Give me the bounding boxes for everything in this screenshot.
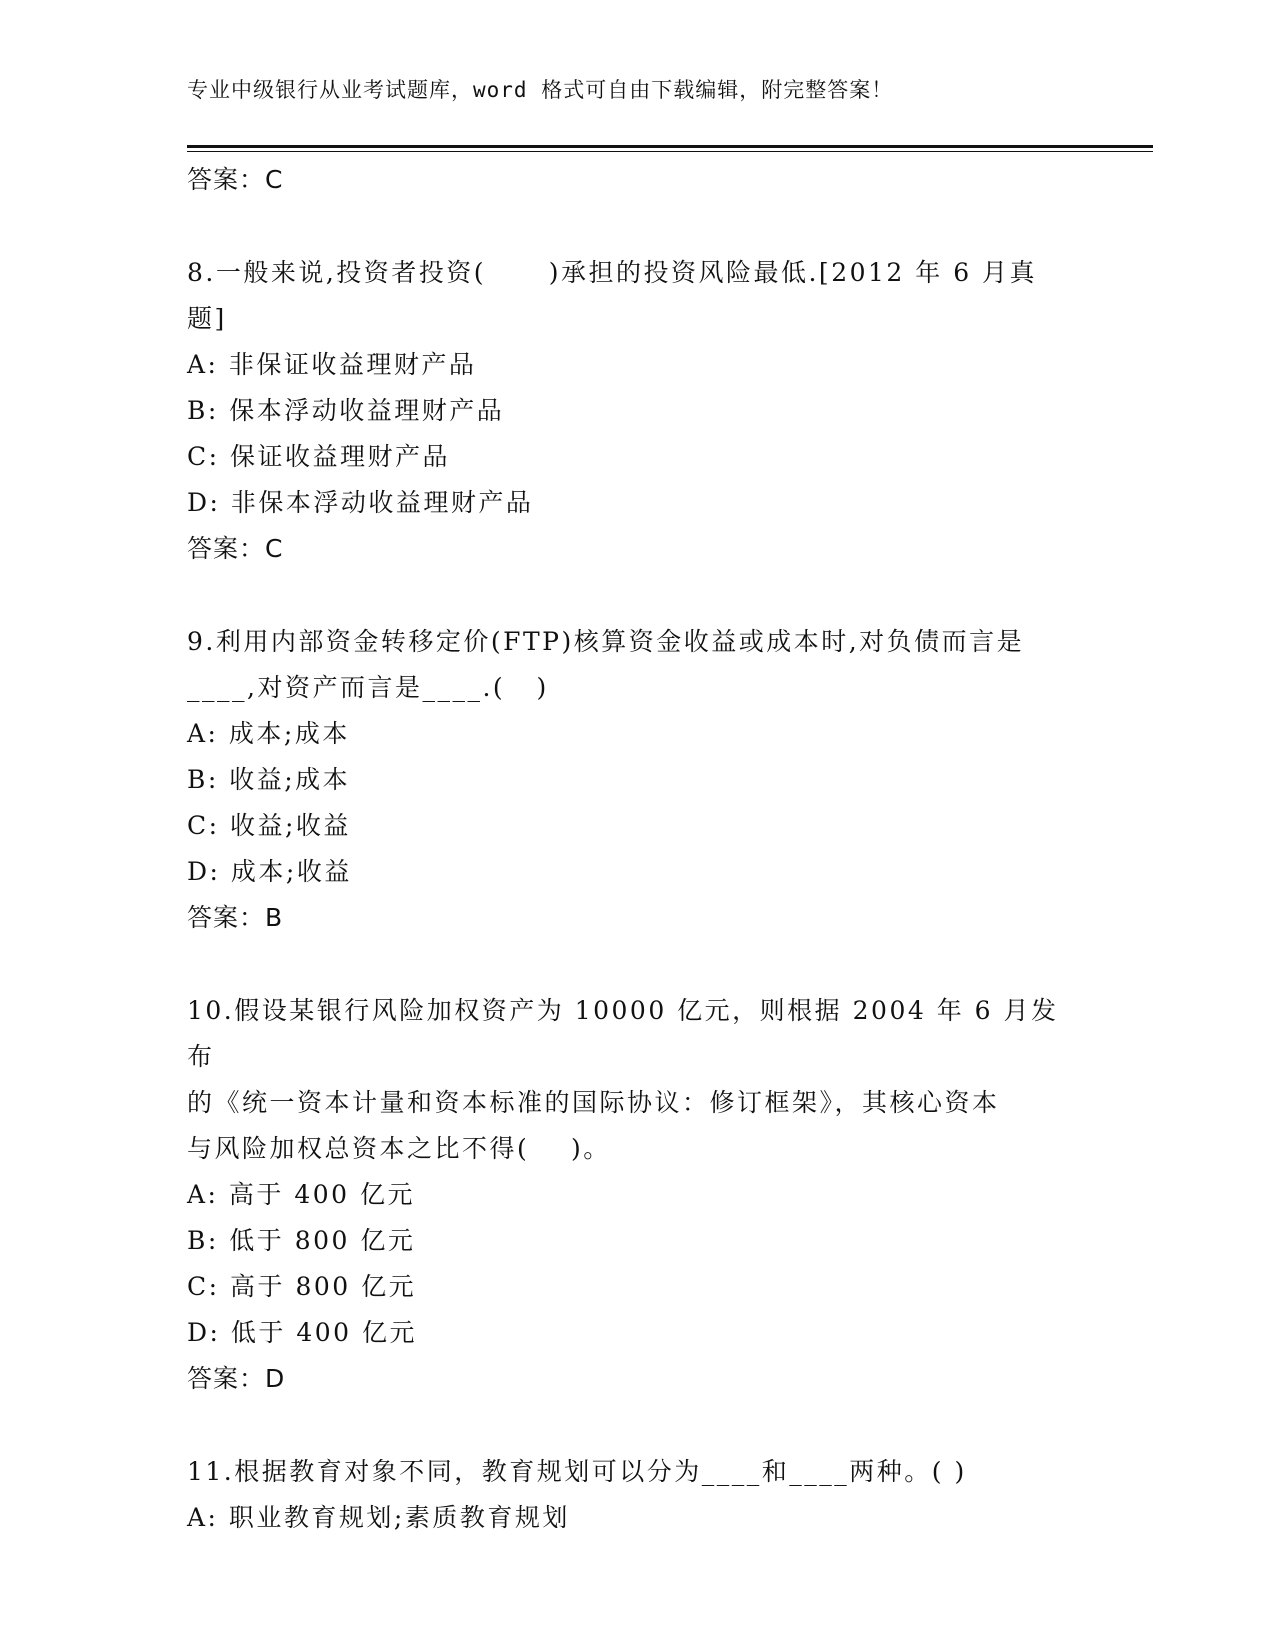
document-body xyxy=(187,157,1077,1541)
option-a: A: 高于 400 亿元 xyxy=(187,1180,416,1209)
option-b: B: 低于 800 亿元 xyxy=(187,1226,416,1255)
option-c: C: 高于 800 亿元 xyxy=(187,1272,417,1301)
spacer xyxy=(187,941,1077,988)
question-block xyxy=(187,1449,1077,1541)
option-b: B: 收益;成本 xyxy=(187,765,351,794)
option-a: A: 非保证收益理财产品 xyxy=(187,350,477,379)
option-d: D: 成本;收益 xyxy=(187,857,352,886)
question-text: 题] xyxy=(187,304,227,333)
answer-line: 答案：B xyxy=(187,903,284,932)
option-c: C: 保证收益理财产品 xyxy=(187,442,450,471)
question-text: 的《统一资本计量和资本标准的国际协议：修订框架》，其核心资本 xyxy=(187,1088,1000,1117)
option-d: D: 非保本浮动收益理财产品 xyxy=(187,488,534,517)
option-a: A: 成本;成本 xyxy=(187,719,350,748)
answer-line: 答案：C xyxy=(187,534,284,563)
question-text: 11.根据教育对象不同，教育规划可以分为____和____两种。( ) xyxy=(187,1457,967,1486)
option-a: A: 职业教育规划;素质教育规划 xyxy=(187,1503,570,1532)
question-text: 与风险加权总资本之比不得( )。 xyxy=(187,1134,611,1163)
header-rule-thick xyxy=(187,145,1153,148)
answer-line: 答案：C xyxy=(187,165,284,194)
question-block xyxy=(187,988,1077,1402)
question-block xyxy=(187,250,1077,572)
question-text: 9.利用内部资金转移定价(FTP)核算资金收益或成本时,对负债而言是 xyxy=(187,627,1025,656)
question-block xyxy=(187,619,1077,941)
answer-line: 答案：D xyxy=(187,1364,286,1393)
question-text: ____,对资产而言是____.( ) xyxy=(187,673,549,702)
header-rule-thin xyxy=(187,151,1153,152)
option-b: B: 保本浮动收益理财产品 xyxy=(187,396,505,425)
spacer xyxy=(187,203,1077,250)
spacer xyxy=(187,1402,1077,1449)
page-header: 专业中级银行从业考试题库，word 格式可自由下载编辑，附完整答案！ xyxy=(187,78,894,102)
question-text: 8.一般来说,投资者投资( )承担的投资风险最低.[2012 年 6 月真 xyxy=(187,258,1038,287)
option-c: C: 收益;收益 xyxy=(187,811,351,840)
spacer xyxy=(187,572,1077,619)
option-d: D: 低于 400 亿元 xyxy=(187,1318,418,1347)
question-text: 10.假设某银行风险加权资产为 10000 亿元，则根据 2004 年 6 月发布 xyxy=(187,996,1059,1071)
